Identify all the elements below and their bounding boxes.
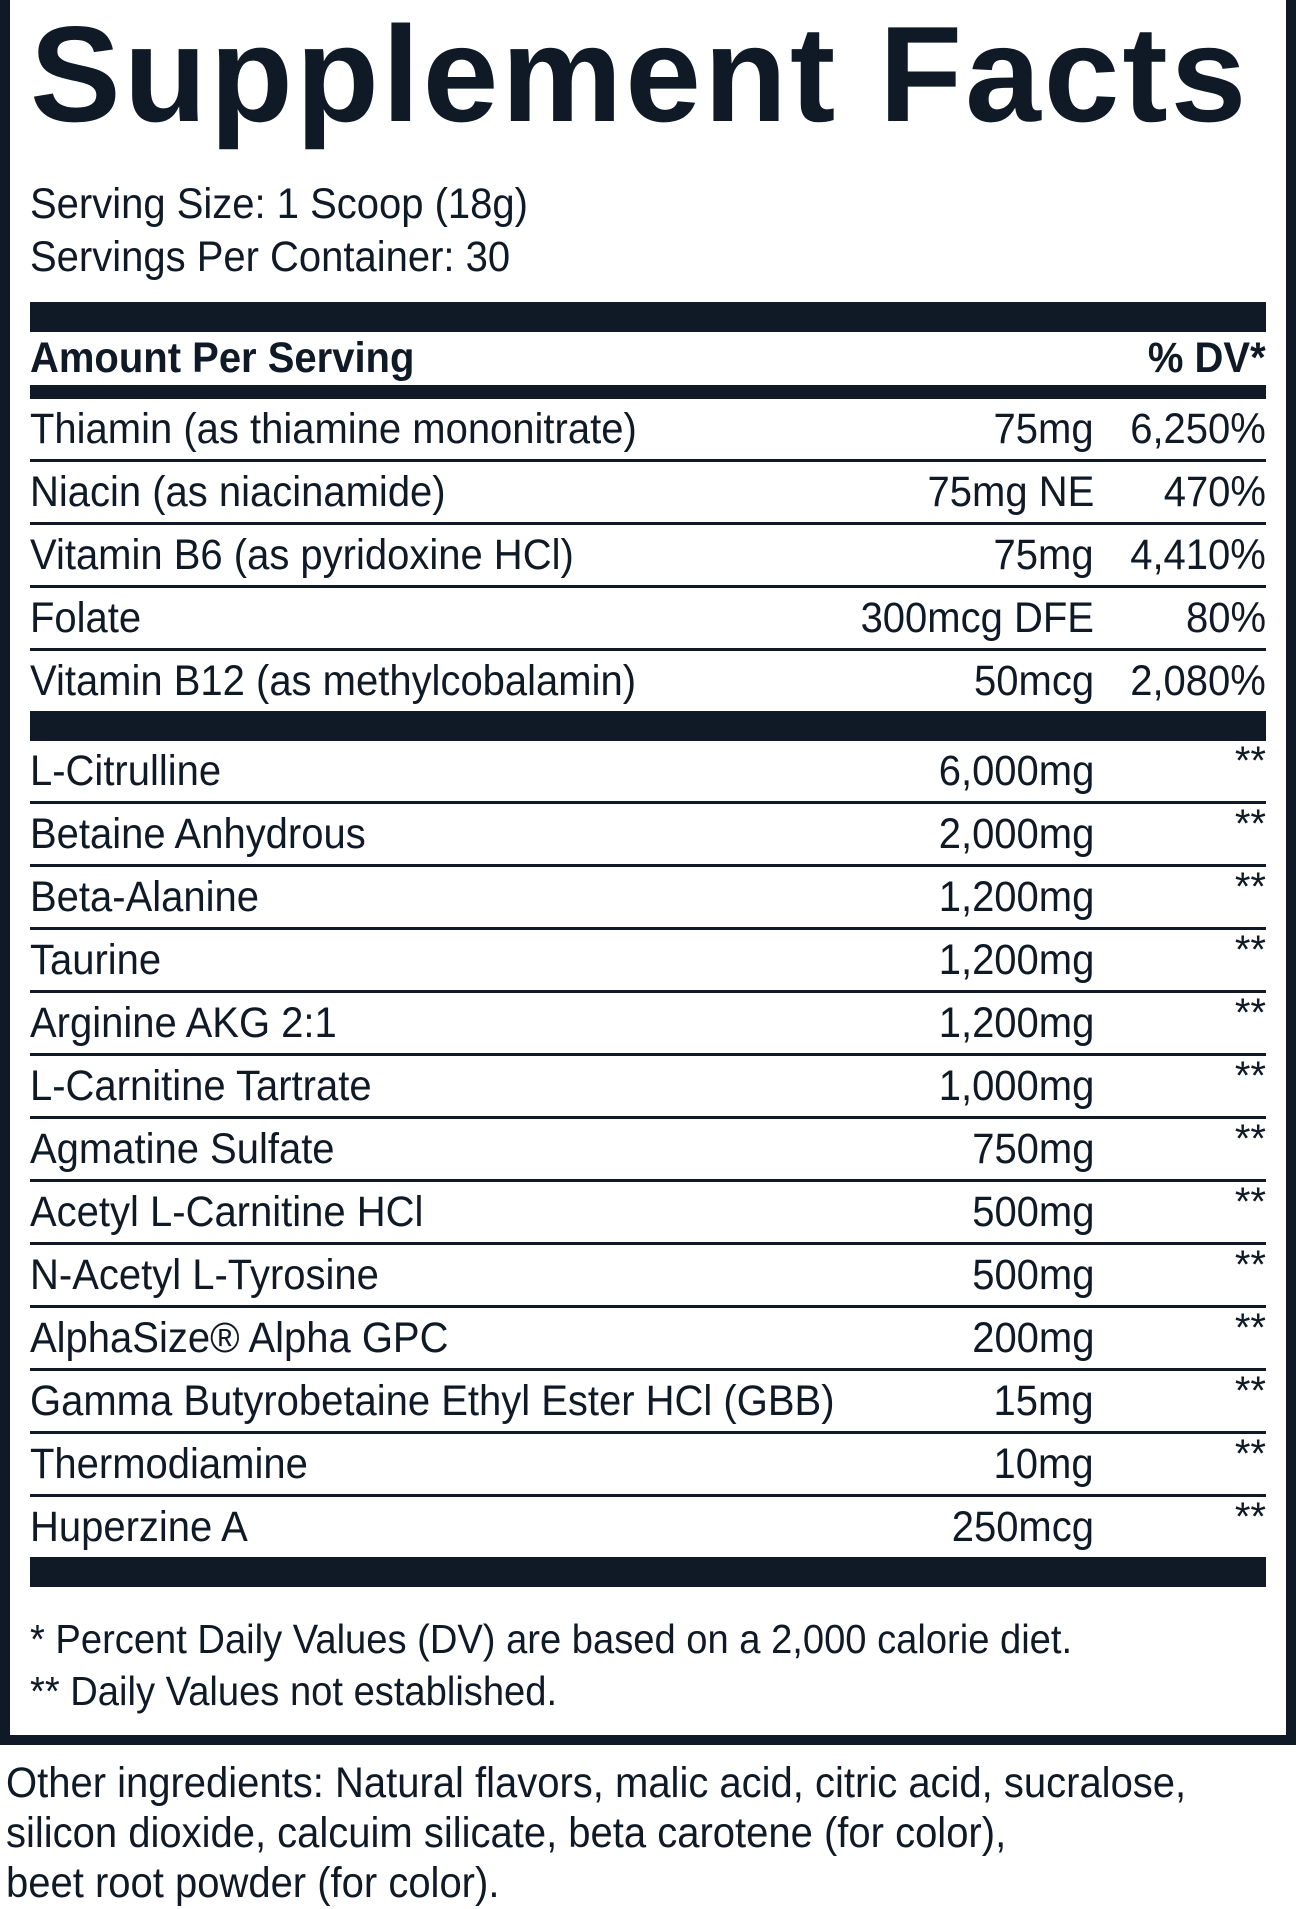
serving-size: Serving Size: 1 Scoop (18g): [30, 180, 528, 228]
table-row: [30, 804, 1266, 867]
nutrient-amount: 1,200mg: [938, 873, 1094, 921]
table-row: [30, 1119, 1266, 1182]
nutrient-amount: 15mg: [993, 1377, 1094, 1425]
footnotes: [30, 1613, 1179, 1717]
nutrient-dv: **: [1234, 1432, 1266, 1476]
nutrient-amount: 6,000mg: [938, 747, 1094, 795]
nutrient-dv: **: [1234, 802, 1266, 846]
divider-thick: [30, 1557, 1266, 1587]
table-row: [30, 462, 1266, 525]
other-ingredients: [6, 1758, 1196, 1908]
nutrient-amount: 10mg: [993, 1440, 1094, 1488]
table-row: [30, 1182, 1266, 1245]
other-ingredients-line: Other ingredients: Natural flavors, malic acid, citric acid, sucralose,: [6, 1759, 1187, 1807]
table-row: [30, 993, 1266, 1056]
nutrient-amount: 75mg NE: [927, 468, 1094, 516]
footnote-dv: * Percent Daily Values (DV) are based on a 2,000 calorie diet.: [30, 1616, 1073, 1662]
nutrient-dv: **: [1234, 1306, 1266, 1350]
table-row: [30, 588, 1266, 651]
nutrient-name: Niacin (as niacinamide): [30, 468, 446, 516]
servings-per-container: Servings Per Container: 30: [30, 233, 511, 281]
table-row: [30, 1434, 1266, 1497]
nutrient-name: Vitamin B12 (as methylcobalamin): [30, 657, 637, 705]
nutrient-dv: 2,080%: [1130, 657, 1266, 705]
nutrient-name: Thiamin (as thiamine mononitrate): [30, 405, 637, 453]
nutrient-dv: **: [1234, 928, 1266, 972]
table-row: [30, 1308, 1266, 1371]
nutrient-amount: 200mg: [971, 1314, 1094, 1362]
amount-per-serving-label: Amount Per Serving: [30, 334, 415, 382]
nutrient-amount: 75mg: [993, 531, 1094, 579]
vitamin-rows: [30, 399, 1266, 711]
nutrient-name: Vitamin B6 (as pyridoxine HCl): [30, 531, 574, 579]
table-row: [30, 651, 1266, 711]
table-row: [30, 930, 1266, 993]
nutrient-dv: 470%: [1163, 468, 1266, 516]
table-row: [30, 1497, 1266, 1557]
nutrient-amount: 250mcg: [951, 1503, 1094, 1551]
ingredient-rows: [30, 741, 1266, 1557]
dv-label: % DV*: [1148, 334, 1266, 382]
nutrient-name: Arginine AKG 2:1: [30, 999, 337, 1047]
nutrient-amount: 1,200mg: [938, 936, 1094, 984]
table-header: [30, 332, 1266, 385]
table-row: [30, 1245, 1266, 1308]
nutrient-amount: 75mg: [993, 405, 1094, 453]
nutrient-amount: 500mg: [971, 1251, 1094, 1299]
serving-info: [30, 178, 1179, 284]
nutrient-name: Gamma Butyrobetaine Ethyl Ester HCl (GBB): [30, 1377, 835, 1425]
nutrient-amount: 500mg: [971, 1188, 1094, 1236]
nutrient-name: AlphaSize® Alpha GPC: [30, 1314, 449, 1362]
table-row: [30, 525, 1266, 588]
nutrient-dv: 6,250%: [1130, 405, 1266, 453]
nutrient-dv: **: [1234, 1243, 1266, 1287]
nutrient-name: L-Citrulline: [30, 747, 222, 795]
nutrient-dv: **: [1234, 1117, 1266, 1161]
table-row: [30, 867, 1266, 930]
table-row: [30, 399, 1266, 462]
nutrient-amount: 300mcg DFE: [860, 594, 1094, 642]
nutrient-name: Taurine: [30, 936, 162, 984]
nutrient-amount: 50mcg: [973, 657, 1094, 705]
nutrient-dv: **: [1234, 1369, 1266, 1413]
nutrient-name: N-Acetyl L-Tyrosine: [30, 1251, 379, 1299]
nutrient-name: Beta-Alanine: [30, 873, 259, 921]
nutrient-name: Acetyl L-Carnitine HCl: [30, 1188, 424, 1236]
other-ingredients-line: beet root powder (for color).: [6, 1859, 500, 1907]
divider-medium: [30, 385, 1266, 399]
nutrient-dv: **: [1234, 991, 1266, 1035]
nutrient-dv: **: [1234, 865, 1266, 909]
nutrient-name: Thermodiamine: [30, 1440, 308, 1488]
nutrient-name: Agmatine Sulfate: [30, 1125, 335, 1173]
nutrient-amount: 1,000mg: [938, 1062, 1094, 1110]
nutrient-dv: **: [1234, 1054, 1266, 1098]
divider-thick: [30, 711, 1266, 741]
nutrient-dv: **: [1234, 1180, 1266, 1224]
nutrient-amount: 1,200mg: [938, 999, 1094, 1047]
footnote-not-established: ** Daily Values not established.: [30, 1668, 558, 1714]
nutrient-name: Huperzine A: [30, 1503, 248, 1551]
nutrient-name: L-Carnitine Tartrate: [30, 1062, 372, 1110]
nutrient-dv: 80%: [1185, 594, 1266, 642]
other-ingredients-line: silicon dioxide, calcuim silicate, beta carotene (for color),: [6, 1809, 1007, 1857]
panel-title: Supplement Facts: [30, 0, 1250, 150]
table-row: [30, 1371, 1266, 1434]
nutrient-amount: 750mg: [971, 1125, 1094, 1173]
nutrient-dv: **: [1234, 739, 1266, 783]
nutrient-dv: **: [1234, 1495, 1266, 1539]
divider-thick: [30, 302, 1266, 332]
nutrient-dv: 4,410%: [1130, 531, 1266, 579]
nutrient-amount: 2,000mg: [938, 810, 1094, 858]
nutrient-name: Betaine Anhydrous: [30, 810, 366, 858]
table-row: [30, 1056, 1266, 1119]
table-row: [30, 741, 1266, 804]
nutrient-name: Folate: [30, 594, 142, 642]
panel-content: [30, 0, 1266, 1717]
